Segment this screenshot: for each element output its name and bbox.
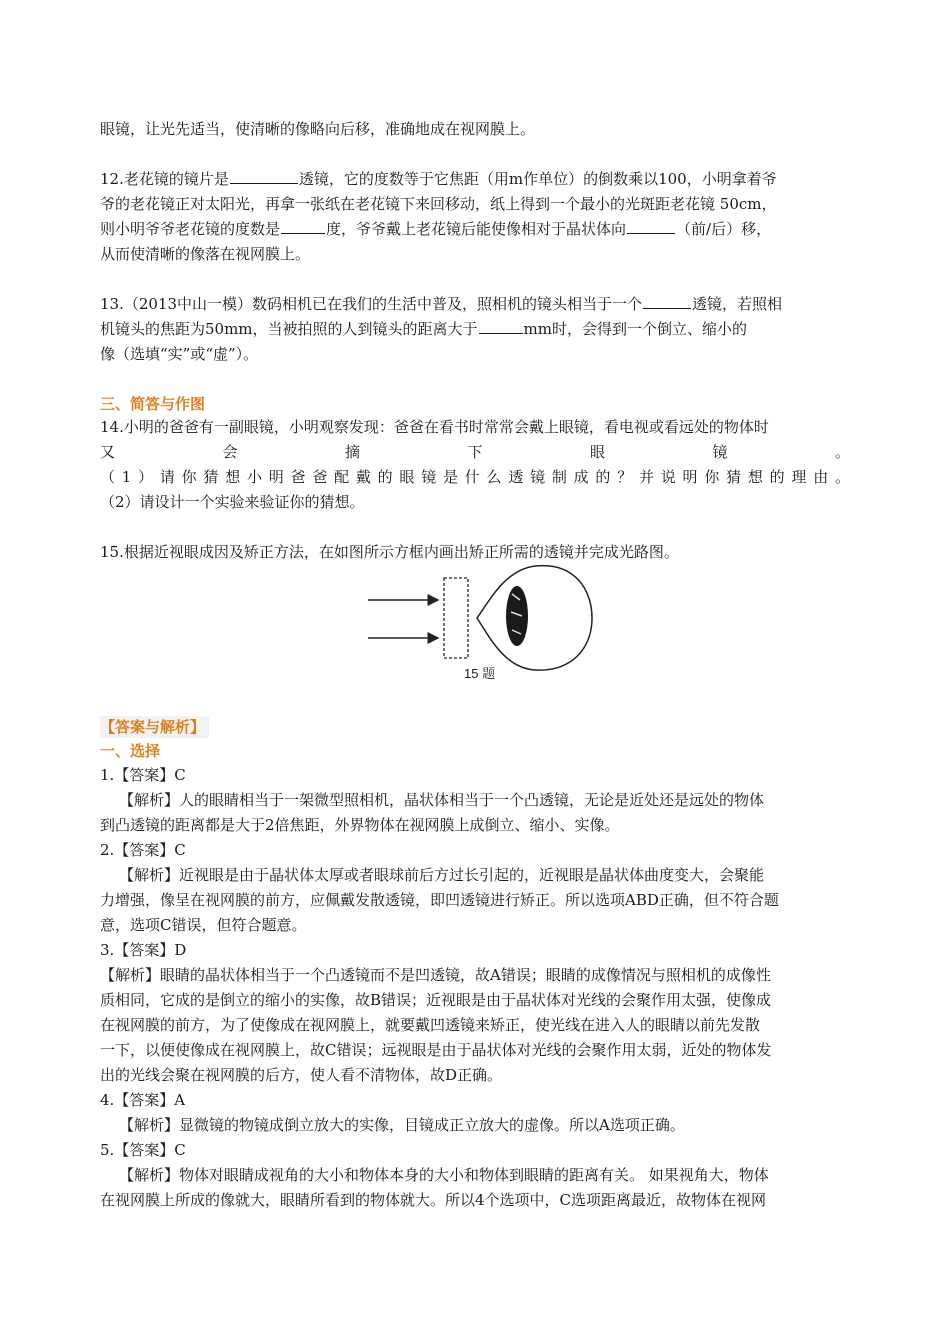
explanation: 【解析】人的眼睛相当于一架微型照相机，晶状体相当于一个凸透镜，无论是近处还是远处的物体: [119, 791, 765, 809]
text: （前/后）移，: [676, 220, 772, 238]
answer-1: 1.【答案】C: [100, 766, 186, 784]
question-15: 15.根据近视眼成因及矫正方法，在如图所示方框内画出矫正所需的透镜并完成光路图。: [100, 543, 679, 561]
figure-caption: 15 题: [464, 666, 496, 681]
answer-blank[interactable]: [230, 168, 298, 184]
question-13: [100, 293, 850, 315]
answer-blank[interactable]: [479, 318, 523, 334]
text-line: 爷的老花镜正对太阳光，再拿一张纸在老花镜下来回移动，纸上得到一个最小的光斑距老花镜 50cm，: [100, 195, 777, 213]
text: 透镜，它的度数等于它焦距（用m作单位）的倒数乘以100，小明拿着爷: [298, 170, 777, 188]
answer-5: 5.【答案】C: [100, 1141, 186, 1159]
text: 则小明爷爷老花镜的度数是: [100, 220, 281, 238]
text: 机镜头的焦距为50mm，当被拍照的人到镜头的距离大于: [100, 320, 478, 338]
lens-box[interactable]: [444, 578, 468, 658]
answer-3: 3.【答案】D: [100, 941, 187, 959]
text: 透镜，若照相: [692, 295, 783, 313]
section-heading: 一、选择: [100, 742, 161, 760]
answer-4: 4.【答案】A: [100, 1091, 186, 1109]
eyeball: [477, 566, 592, 670]
text-line: [100, 318, 850, 340]
text-line: 像（选填“实”或“虚”）。: [100, 345, 259, 363]
text-line: [100, 218, 850, 240]
answer-2: 2.【答案】C: [100, 841, 186, 859]
answers-heading: 【答案与解析】: [100, 716, 209, 738]
text: 13.（2013中山一模）数码相机已在我们的生活中普及，照相机的镜头相当于一个: [100, 295, 643, 313]
answer-blank[interactable]: [643, 293, 691, 309]
text-line: （2）请设计一个实验来验证你的猜想。: [100, 493, 365, 511]
text: 12.老花镜的镜片是: [100, 170, 229, 188]
explanation: 【解析】眼睛的晶状体相当于一个凸透镜而不是凹透镜，故A错误；眼睛的成像情况与照相机的成像性: [100, 966, 771, 984]
text-line: （1）请你猜想小明爸爸配戴的眼镜是什么透镜制成的？并说明你猜想的理由。: [100, 468, 850, 486]
explanation: 到凸透镜的距离都是大于2倍焦距，外界物体在视网膜上成倒立、缩小、实像。: [100, 816, 620, 834]
text: 度，爷爷戴上老花镜后能使像相对于晶状体向: [326, 220, 627, 238]
explanation: 意，选项C错误，但符合题意。: [100, 916, 307, 934]
explanation: 【解析】显微镜的物镜成倒立放大的实像，目镜成正立放大的虚像。所以A选项正确。: [119, 1116, 685, 1134]
explanation: 在视网膜的前方，为了使像成在视网膜上，就要戴凹透镜来矫正，使光线在进入人的眼睛以前先发散: [100, 1016, 761, 1034]
explanation: 力增强，像呈在视网膜的前方，应佩戴发散透镜，即凹透镜进行矫正。所以选项ABD正确，但不符合题: [100, 891, 779, 909]
explanation: 出的光线会聚在视网膜的后方，使人看不清物体，故D正确。: [100, 1066, 503, 1084]
text-line: 又会摘下眼镜。: [100, 443, 850, 461]
answer-blank[interactable]: [627, 218, 675, 234]
explanation: 一下，以便使像成在视网膜上，故C错误；远视眼是由于晶状体对光线的会聚作用太弱，近处的物体发: [100, 1041, 772, 1059]
text-line: 从而使清晰的像落在视网膜上。: [100, 245, 311, 263]
explanation: 在视网膜上所成的像就大，眼睛所看到的物体就大。所以4个选项中，C选项距离最近，故物体在视网: [100, 1191, 767, 1209]
explanation: 质相同，它成的是倒立的缩小的实像，故B错误；近视眼是由于晶状体对光线的会聚作用太强，使像成: [100, 991, 772, 1009]
text: mm时，会得到一个倒立、缩小的: [523, 320, 747, 338]
crystalline-lens: [506, 586, 528, 646]
answer-blank[interactable]: [281, 218, 325, 234]
text-line: 眼镜，让光先适当，使清晰的像略向后移，准确地成在视网膜上。: [100, 120, 536, 138]
question-12: [100, 168, 850, 190]
explanation: 【解析】近视眼是由于晶状体太厚或者眼球前后方过长引起的，近视眼是晶状体曲度变大，会聚能: [119, 866, 765, 884]
question-14: 14.小明的爸爸有一副眼镜，小明观察发现：爸爸在看书时常常会戴上眼镜，看电视或看远处的物体时: [100, 418, 769, 436]
explanation: 【解析】物体对眼睛成视角的大小和物体本身的大小和物体到眼睛的距离有关。 如果视角大，物体: [119, 1166, 769, 1184]
section-heading: 三、简答与作图: [100, 395, 206, 413]
